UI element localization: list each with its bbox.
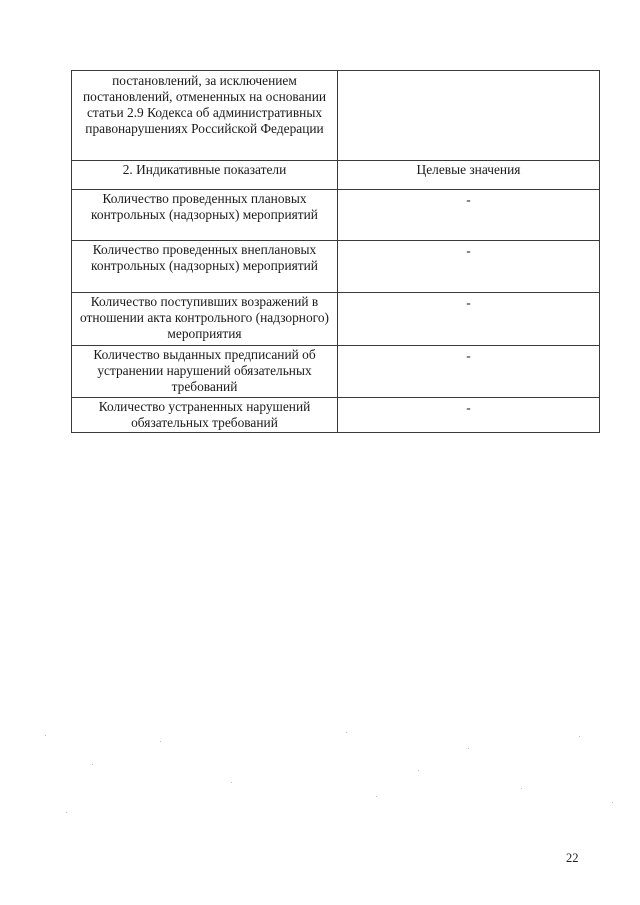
table-cell-right xyxy=(338,241,600,293)
target-value: - xyxy=(466,348,471,363)
table-row xyxy=(72,190,600,241)
scan-speck xyxy=(231,782,232,783)
table-cell-right xyxy=(338,398,600,433)
scan-speck xyxy=(579,736,580,737)
table-cell-right xyxy=(338,293,600,346)
table-cell-right xyxy=(338,190,600,241)
scan-speck xyxy=(521,788,522,789)
table-row xyxy=(72,241,600,293)
table-row xyxy=(72,71,600,161)
table-header-row xyxy=(72,161,600,190)
scan-speck xyxy=(160,741,161,742)
target-value: - xyxy=(466,400,471,415)
table-cell-left: Количество устраненных нарушений обязательных требований xyxy=(72,398,338,433)
scan-speck xyxy=(92,764,93,765)
table-cell-right xyxy=(338,71,600,161)
table-cell-left: Количество выданных предписаний об устранении нарушений обязательных требований xyxy=(72,346,338,398)
table-cell-left: постановлений, за исключением постановлений, отмененных на основании статьи 2.9 Кодекса об административных правонарушениях Российской Федерации xyxy=(72,71,338,161)
scan-speck xyxy=(376,796,377,797)
scan-speck xyxy=(346,732,347,733)
table-row xyxy=(72,346,600,398)
table-cell-left: Количество поступивших возражений в отношении акта контрольного (надзорного) мероприятия xyxy=(72,293,338,346)
page-number: 22 xyxy=(566,851,579,865)
table-cell-right xyxy=(338,346,600,398)
table-row xyxy=(72,293,600,346)
scan-speck xyxy=(45,735,46,736)
table-cell-left: Количество проведенных внеплановых контрольных (надзорных) мероприятий xyxy=(72,241,338,293)
scan-speck xyxy=(468,748,469,749)
target-value: - xyxy=(466,295,471,310)
scan-speck xyxy=(418,770,419,771)
scan-speck xyxy=(66,812,67,813)
table-cell-left: Количество проведенных плановых контрольных (надзорных) мероприятий xyxy=(72,190,338,241)
indicators-header-cell: 2. Индикативные показатели xyxy=(72,161,338,190)
indicators-table xyxy=(71,70,600,433)
scan-speck xyxy=(612,802,613,803)
target-values-header-cell: Целевые значения xyxy=(338,161,600,190)
target-value: - xyxy=(466,192,471,207)
table-row xyxy=(72,398,600,433)
target-value: - xyxy=(466,243,471,258)
